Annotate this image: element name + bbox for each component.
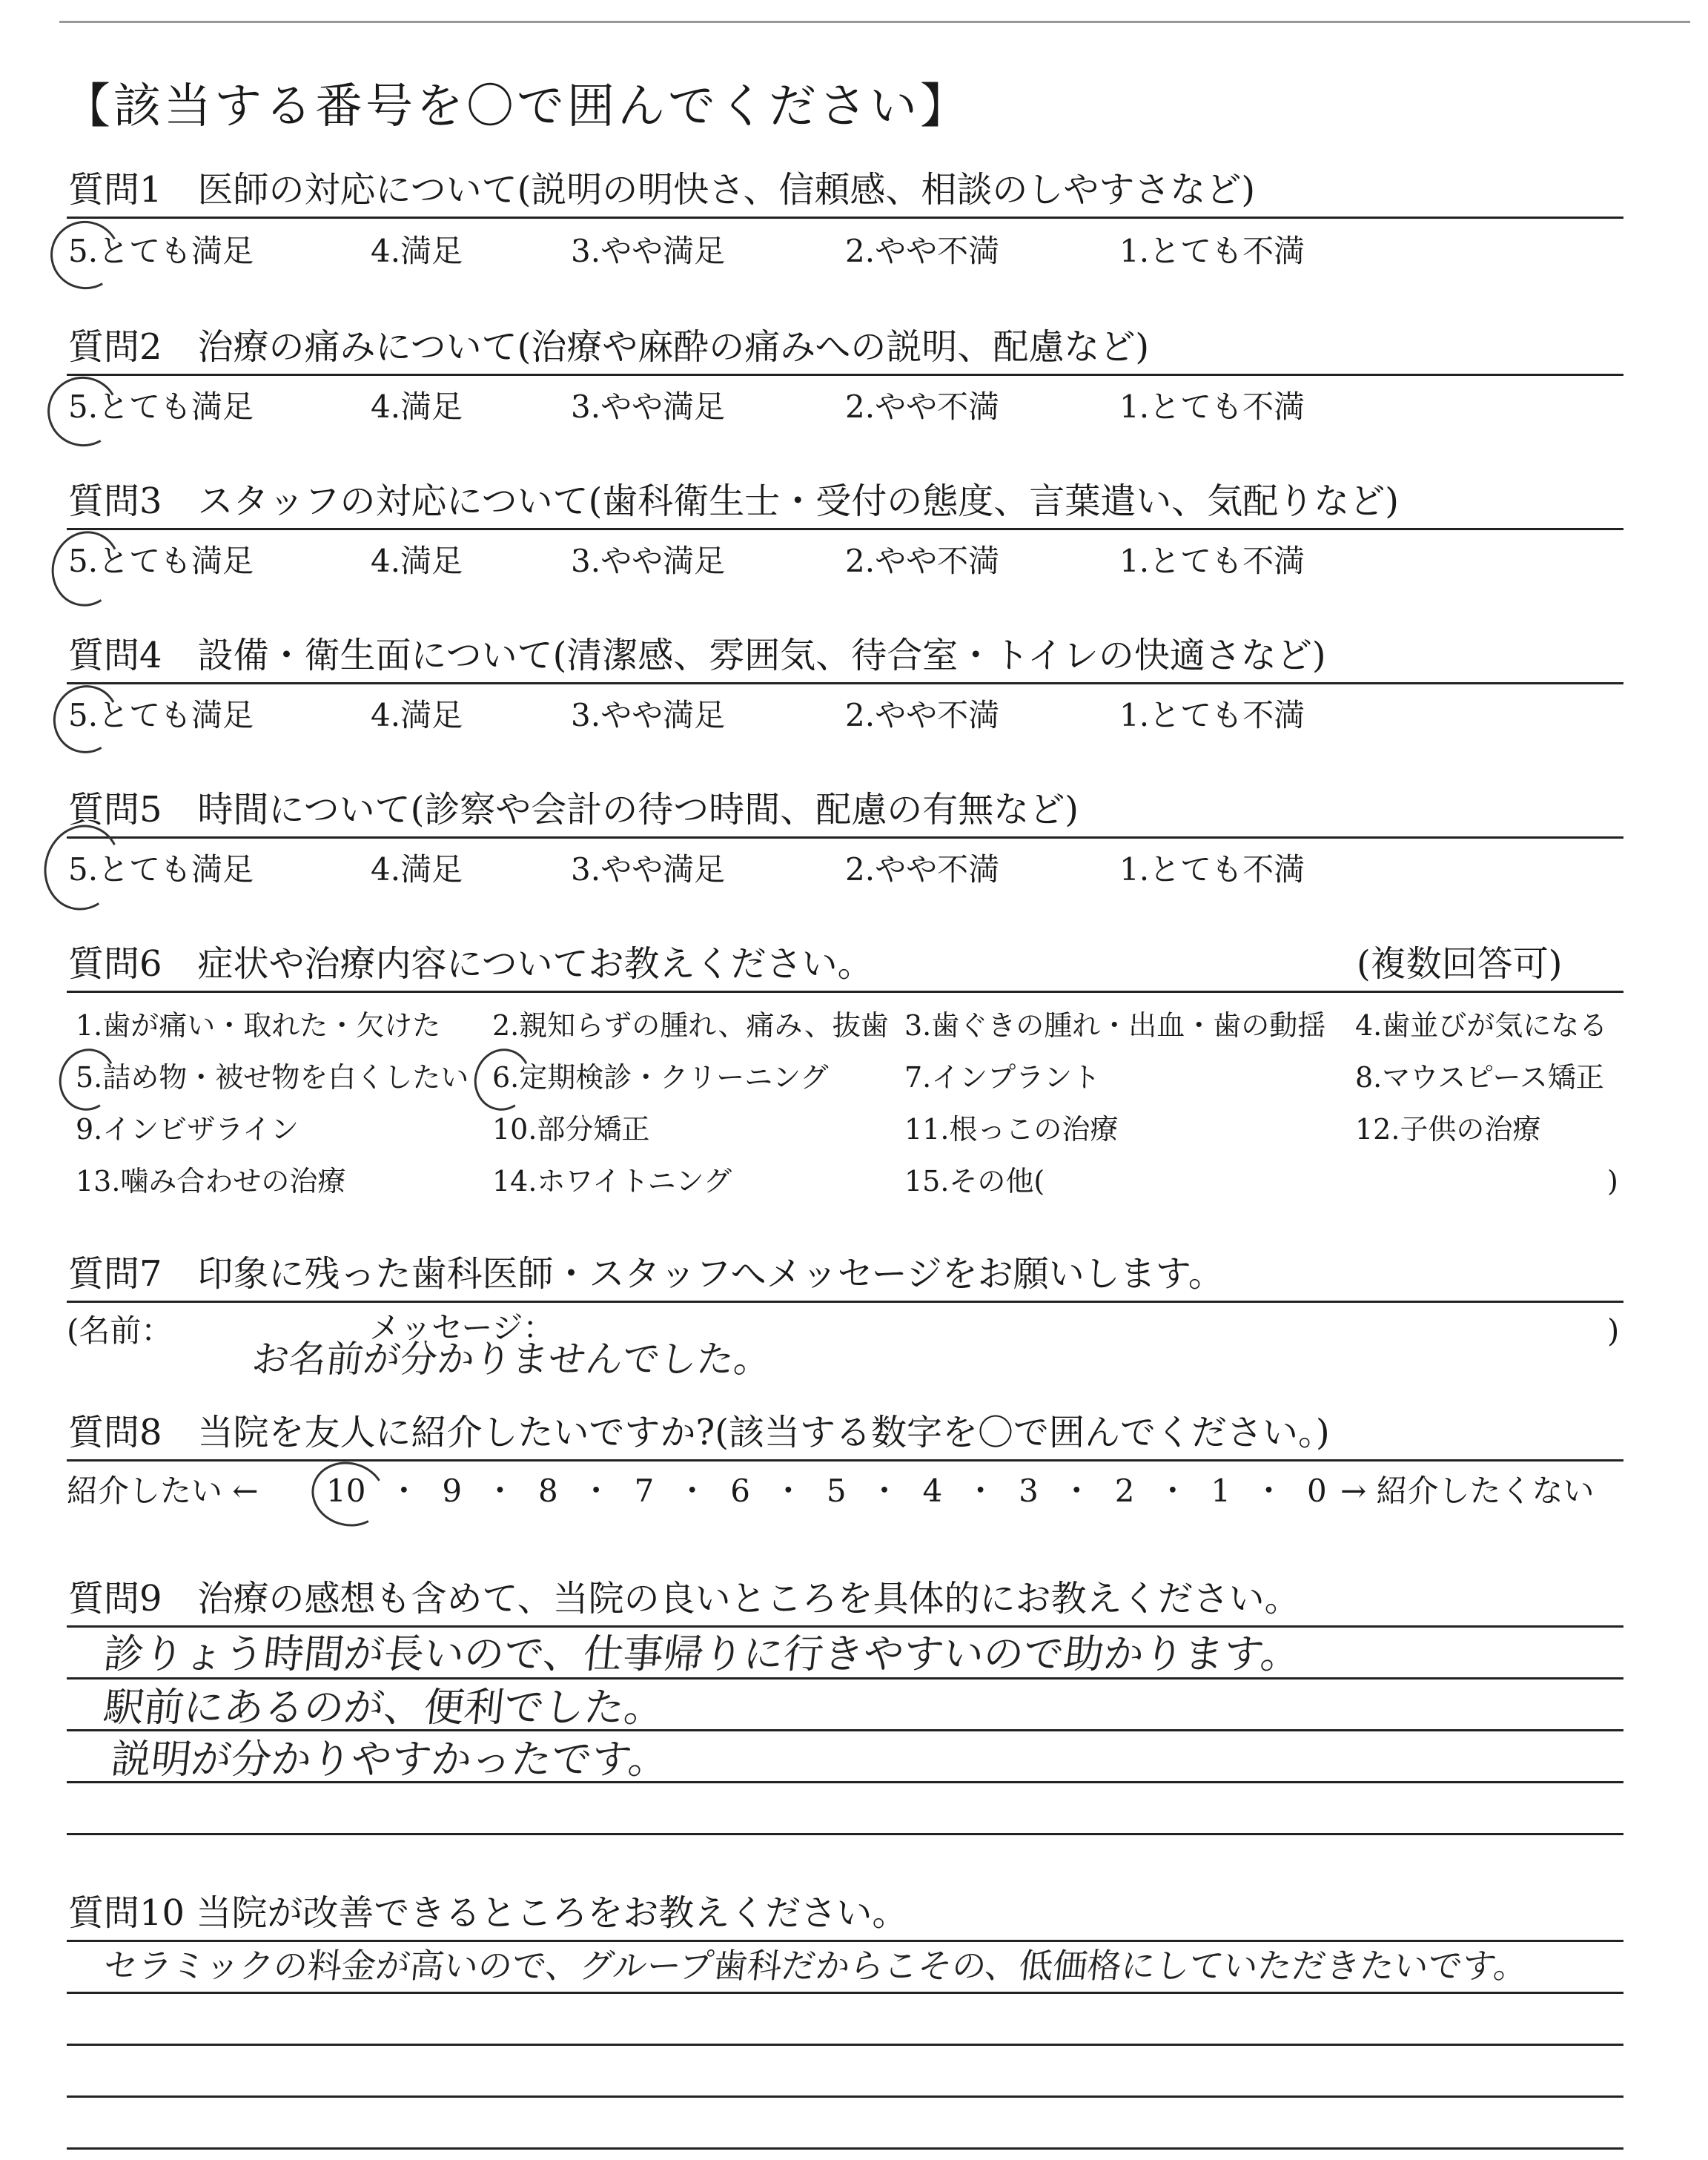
q9-handwritten-line-3: 説明が分かりやすかったです。 xyxy=(108,1736,672,1783)
survey-heading: 【該当する番号を〇で囲んでください】 xyxy=(63,79,970,134)
q1-option-4[interactable]: 4.満足 xyxy=(371,233,463,269)
q8-scale-9[interactable]: 9 xyxy=(442,1473,463,1509)
q7-close-paren: ) xyxy=(1607,1312,1620,1349)
q4-option-5[interactable]: 5.とても満足 xyxy=(68,697,254,733)
q2-rule xyxy=(67,374,1623,376)
q7-handwritten-message: お名前が分かりませんでした。 xyxy=(249,1338,774,1381)
q8-scale-dot: ・ xyxy=(1156,1473,1188,1509)
q6-option-3[interactable]: 3.歯ぐきの腫れ・出血・歯の動揺 xyxy=(904,1009,1326,1042)
q5-option-5[interactable]: 5.とても満足 xyxy=(68,851,254,888)
q9-rule-0 xyxy=(67,1625,1623,1628)
q8-scale-3[interactable]: 3 xyxy=(1019,1473,1039,1509)
q6-selection-circle-5 xyxy=(52,1043,122,1117)
q2-option-5[interactable]: 5.とても満足 xyxy=(68,389,254,425)
q7-title: 質問7 印象に残った歯科医師・スタッフへメッセージをお願いします。 xyxy=(68,1253,1224,1295)
q8-scale-7[interactable]: 7 xyxy=(634,1473,655,1509)
q9-handwritten-line-2: 駅前にあるのが、便利でした。 xyxy=(101,1684,667,1731)
q1-option-2[interactable]: 2.やや不満 xyxy=(845,233,1000,269)
q2-title: 質問2 治療の痛みについて(治療や麻酔の痛みへの説明、配慮など) xyxy=(68,326,1150,368)
q3-option-3[interactable]: 3.やや満足 xyxy=(571,543,726,579)
q6-option-2[interactable]: 2.親知らずの腫れ、痛み、抜歯 xyxy=(492,1009,889,1042)
q4-selection-circle xyxy=(46,678,127,761)
q5-option-1[interactable]: 1.とても不満 xyxy=(1119,851,1305,888)
q8-right-label: → 紹介したくない xyxy=(1340,1473,1595,1509)
q9-handwritten-line-1: 診りょう時間が長いので、仕事帰りに行きやすいので助かります。 xyxy=(101,1631,1303,1677)
q2-option-1[interactable]: 1.とても不満 xyxy=(1119,389,1305,425)
q6-rule xyxy=(67,991,1623,993)
q6-multiple-note: (複数回答可) xyxy=(1357,943,1563,985)
q4-option-1[interactable]: 1.とても不満 xyxy=(1119,697,1305,733)
q6-option-7[interactable]: 7.インプラント xyxy=(904,1061,1101,1094)
q3-rule xyxy=(67,528,1623,530)
q7-rule xyxy=(67,1301,1623,1303)
q8-scale-5[interactable]: 5 xyxy=(826,1473,847,1509)
q8-scale xyxy=(326,1473,1327,1509)
q6-option-10[interactable]: 10.部分矯正 xyxy=(492,1113,650,1146)
q9-rule-1 xyxy=(67,1677,1623,1680)
q6-option-11[interactable]: 11.根っこの治療 xyxy=(904,1113,1119,1146)
q6-option-5[interactable]: 5.詰め物・被せ物を白くしたい xyxy=(76,1061,469,1094)
q4-option-2[interactable]: 2.やや不満 xyxy=(845,697,1000,733)
q4-rule xyxy=(67,682,1623,684)
q6-other-close-paren: ) xyxy=(1607,1165,1618,1198)
q8-scale-dot: ・ xyxy=(580,1473,612,1509)
q3-title: 質問3 スタッフの対応について(歯科衛生士・受付の態度、言葉遣い、気配りなど) xyxy=(68,480,1400,522)
q10-rule-4 xyxy=(67,2147,1623,2150)
q6-option-12[interactable]: 12.子供の治療 xyxy=(1355,1113,1541,1146)
q8-left-label: 紹介したい ← xyxy=(67,1473,259,1509)
q8-scale-6[interactable]: 6 xyxy=(730,1473,750,1509)
q5-option-3[interactable]: 3.やや満足 xyxy=(571,851,726,888)
q1-selection-circle xyxy=(43,213,128,297)
q6-selection-circle-6 xyxy=(467,1043,537,1117)
q10-handwritten-line-1: セラミックの料金が高いので、グループ歯科だからこその、低価格にしていただきたいです。 xyxy=(102,1946,1530,1986)
q2-option-3[interactable]: 3.やや満足 xyxy=(571,389,726,425)
q7-message-label: メッセージ： xyxy=(369,1309,555,1346)
q1-title: 質問1 医師の対応について(説明の明快さ、信頼感、相談のしやすさなど) xyxy=(68,169,1256,211)
q10-title: 質問10 当院が改善できるところをお教えください。 xyxy=(68,1892,908,1934)
q8-scale-dot: ・ xyxy=(676,1473,708,1509)
q10-rule-1 xyxy=(67,1992,1623,1994)
q8-selection-circle xyxy=(305,1454,393,1535)
q6-option-1[interactable]: 1.歯が痛い・取れた・欠けた xyxy=(76,1009,441,1042)
q6-option-14[interactable]: 14.ホワイトニング xyxy=(492,1165,732,1198)
q6-option-9[interactable]: 9.インビザライン xyxy=(76,1113,299,1146)
q8-scale-2[interactable]: 2 xyxy=(1114,1473,1135,1509)
q8-scale-dot: ・ xyxy=(772,1473,804,1509)
q10-rule-3 xyxy=(67,2095,1623,2098)
q1-option-5[interactable]: 5.とても満足 xyxy=(68,233,254,269)
q6-title: 質問6 症状や治療内容についてお教えください。 xyxy=(68,943,873,985)
q3-option-5[interactable]: 5.とても満足 xyxy=(68,543,254,579)
q10-rule-2 xyxy=(67,2044,1623,2046)
q3-option-4[interactable]: 4.満足 xyxy=(371,543,463,579)
q6-option-13[interactable]: 13.噛み合わせの治療 xyxy=(76,1165,346,1198)
q4-option-3[interactable]: 3.やや満足 xyxy=(571,697,726,733)
q7-name-label: (名前： xyxy=(67,1312,173,1349)
q4-option-4[interactable]: 4.満足 xyxy=(371,697,463,733)
q4-title: 質問4 設備・衛生面について(清潔感、雰囲気、待合室・トイレの快適さなど) xyxy=(68,635,1326,676)
q10-rule-0 xyxy=(67,1940,1623,1942)
q3-selection-circle xyxy=(43,524,128,614)
q8-scale-10[interactable]: 10 xyxy=(326,1473,366,1509)
q3-option-1[interactable]: 1.とても不満 xyxy=(1119,543,1305,579)
q8-scale-4[interactable]: 4 xyxy=(922,1473,943,1509)
q2-selection-circle xyxy=(39,369,126,455)
q1-option-3[interactable]: 3.やや満足 xyxy=(571,233,726,269)
q5-rule xyxy=(67,836,1623,839)
q5-title: 質問5 時間について(診察や会計の待つ時間、配慮の有無など) xyxy=(68,789,1079,830)
q8-scale-dot: ・ xyxy=(964,1473,996,1509)
q2-option-2[interactable]: 2.やや不満 xyxy=(845,389,1000,425)
q9-title: 質問9 治療の感想も含めて、当院の良いところを具体的にお教えください。 xyxy=(68,1578,1300,1619)
q6-option-8[interactable]: 8.マウスピース矯正 xyxy=(1355,1061,1604,1094)
q5-option-2[interactable]: 2.やや不満 xyxy=(845,851,1000,888)
q8-scale-0[interactable]: 0 xyxy=(1306,1473,1327,1509)
q8-scale-8[interactable]: 8 xyxy=(537,1473,558,1509)
q3-option-2[interactable]: 2.やや不満 xyxy=(845,543,1000,579)
q8-scale-dot: ・ xyxy=(1253,1473,1285,1509)
q8-rule xyxy=(67,1459,1623,1462)
q6-option-4[interactable]: 4.歯並びが気になる xyxy=(1355,1009,1608,1042)
q6-option-6[interactable]: 6.定期検診・クリーニング xyxy=(492,1061,829,1094)
q8-scale-dot: ・ xyxy=(869,1473,901,1509)
top-border xyxy=(59,21,1690,23)
q8-scale-1[interactable]: 1 xyxy=(1211,1473,1231,1509)
q5-selection-circle xyxy=(35,816,130,919)
q6-option-15[interactable]: 15.その他( xyxy=(904,1165,1045,1198)
q5-option-4[interactable]: 4.満足 xyxy=(371,851,463,888)
q1-option-1[interactable]: 1.とても不満 xyxy=(1119,233,1305,269)
q8-scale-dot: ・ xyxy=(1061,1473,1093,1509)
q8-title: 質問8 当院を友人に紹介したいですか?(該当する数字を〇で囲んでください。) xyxy=(68,1412,1330,1453)
q2-option-4[interactable]: 4.満足 xyxy=(371,389,463,425)
q8-scale-dot: ・ xyxy=(484,1473,516,1509)
q9-rule-4 xyxy=(67,1833,1623,1835)
q1-rule xyxy=(67,217,1623,219)
q8-scale-dot: ・ xyxy=(388,1473,420,1509)
